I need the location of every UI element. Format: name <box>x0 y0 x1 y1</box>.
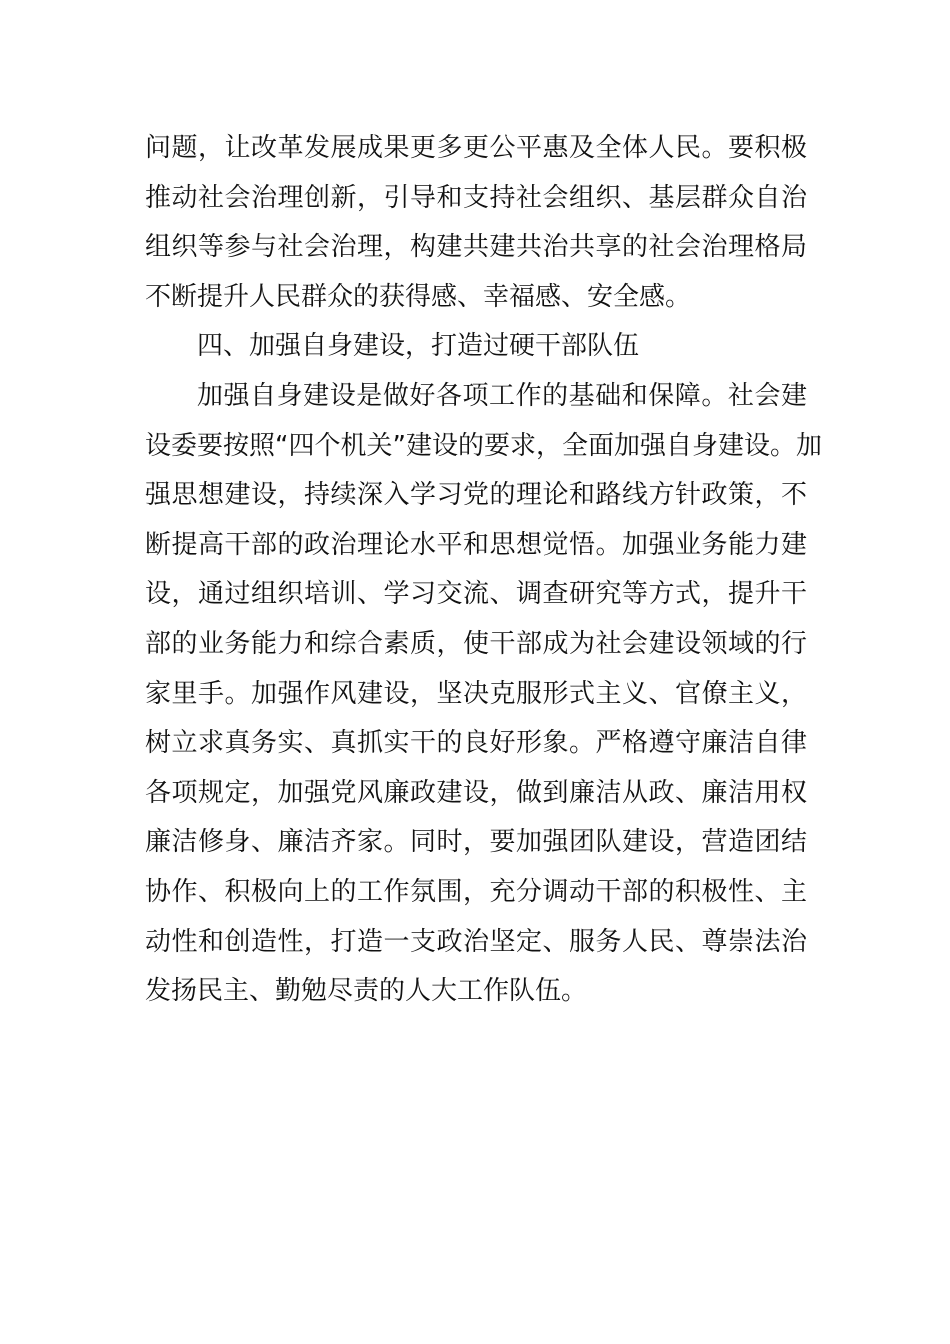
paragraph-line: 强思想建设，持续深入学习党的理论和路线方针政策，不 <box>145 480 807 511</box>
paragraph-line: 树立求真务实、真抓实干的良好形象。严格遵守廉洁自律 <box>145 728 807 759</box>
paragraph-line: 设，通过组织培训、学习交流、调查研究等方式，提升干 <box>145 579 807 610</box>
paragraph-line: 组织等参与社会治理，构建共建共治共享的社会治理格局 <box>145 232 807 263</box>
paragraph-line: 发扬民主、勤勉尽责的人大工作队伍。 <box>145 976 588 1007</box>
paragraph-line: 动性和创造性，打造一支政治坚定、服务人民、尊崇法治 <box>145 926 807 957</box>
paragraph-line: 加强自身建设是做好各项工作的基础和保障。社会建 <box>197 380 807 411</box>
section-heading: 四、加强自身建设，打造过硬干部队伍 <box>197 331 640 362</box>
paragraph-line: 协作、积极向上的工作氛围，充分调动干部的积极性、主 <box>145 876 807 907</box>
paragraph-line: 家里手。加强作风建设，坚决克服形式主义、官僚主义， <box>145 678 807 709</box>
document-body <box>145 124 822 1017</box>
paragraph-line: 各项规定，加强党风廉政建设，做到廉洁从政、廉洁用权 <box>145 777 807 808</box>
paragraph-line: 部的业务能力和综合素质，使干部成为社会建设领域的行 <box>145 628 807 659</box>
paragraph-line: 断提高干部的政治理论水平和思想觉悟。加强业务能力建 <box>145 529 807 560</box>
paragraph-line: 廉洁修身、廉洁齐家。同时，要加强团队建设，营造团结 <box>145 827 807 858</box>
paragraph-line: 推动社会治理创新，引导和支持社会组织、基层群众自治 <box>145 182 807 213</box>
paragraph-line: 不断提升人民群众的获得感、幸福感、安全感。 <box>145 281 692 312</box>
paragraph-line: 问题，让改革发展成果更多更公平惠及全体人民。要积极 <box>145 133 807 163</box>
paragraph-self-construction <box>145 372 822 1017</box>
paragraph-line: 设委要按照“四个机关”建设的要求，全面加强自身建设。加 <box>145 430 822 461</box>
paragraph-social-governance <box>145 124 807 322</box>
